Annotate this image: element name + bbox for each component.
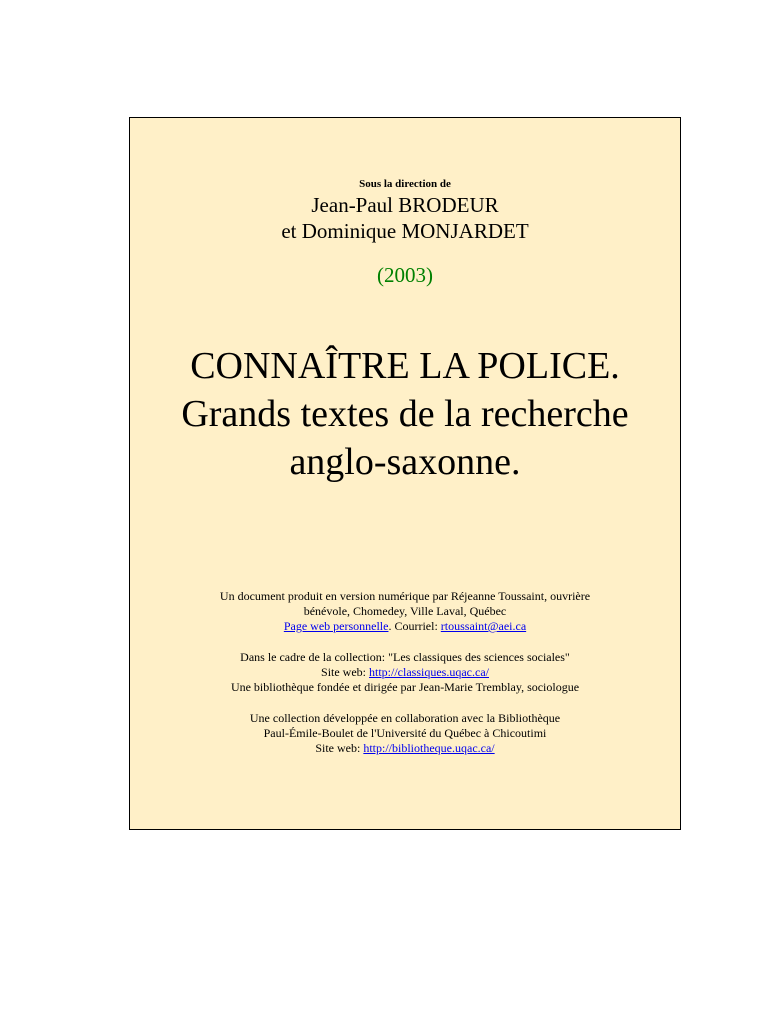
title-line-2: Grands textes de la recherche <box>181 393 629 435</box>
bibliotheque-site-link[interactable]: http://bibliotheque.uqac.ca/ <box>363 741 495 755</box>
collection-line-3: Une bibliothèque fondée et dirigée par Jean-Marie Tremblay, sociologue <box>230 680 580 694</box>
collection-credits <box>130 650 680 695</box>
production-line-1: Un document produit en version numérique par Réjeanne Toussaint, ouvrière <box>219 589 591 603</box>
production-line-2: bénévole, Chomedey, Ville Laval, Québec <box>303 604 507 618</box>
cover-panel <box>129 117 681 830</box>
email-link[interactable]: rtoussaint@aei.ca <box>440 619 527 633</box>
library-line-2: Paul-Émile-Boulet de l'Université du Québec à Chicoutimi <box>263 726 547 740</box>
library-line-1: Une collection développée en collaboration avec la Bibliothèque <box>249 711 561 725</box>
library-site-label: Site web: <box>315 741 364 755</box>
direction-label: Sous la direction de <box>359 178 451 190</box>
title-line-3: anglo-saxonne. <box>289 441 521 483</box>
library-credits <box>130 711 680 756</box>
collection-site-label: Site web: <box>321 665 370 679</box>
classiques-site-link[interactable]: http://classiques.uqac.ca/ <box>369 665 489 679</box>
title-line-1: CONNAÎTRE LA POLICE. <box>190 345 620 387</box>
collection-line-1: Dans le cadre de la collection: "Les classiques des sciences sociales" <box>240 650 570 664</box>
production-links <box>130 619 680 634</box>
homepage-link[interactable]: Page web personnelle <box>283 619 389 633</box>
book-title <box>130 342 680 486</box>
publication-year: (2003) <box>377 263 433 287</box>
library-site <box>130 741 680 756</box>
production-credits <box>130 589 680 634</box>
collection-site <box>130 665 680 680</box>
email-label: . Courriel: <box>388 619 441 633</box>
author-primary: Jean-Paul BRODEUR <box>311 193 499 217</box>
author-secondary: et Dominique MONJARDET <box>281 219 529 243</box>
